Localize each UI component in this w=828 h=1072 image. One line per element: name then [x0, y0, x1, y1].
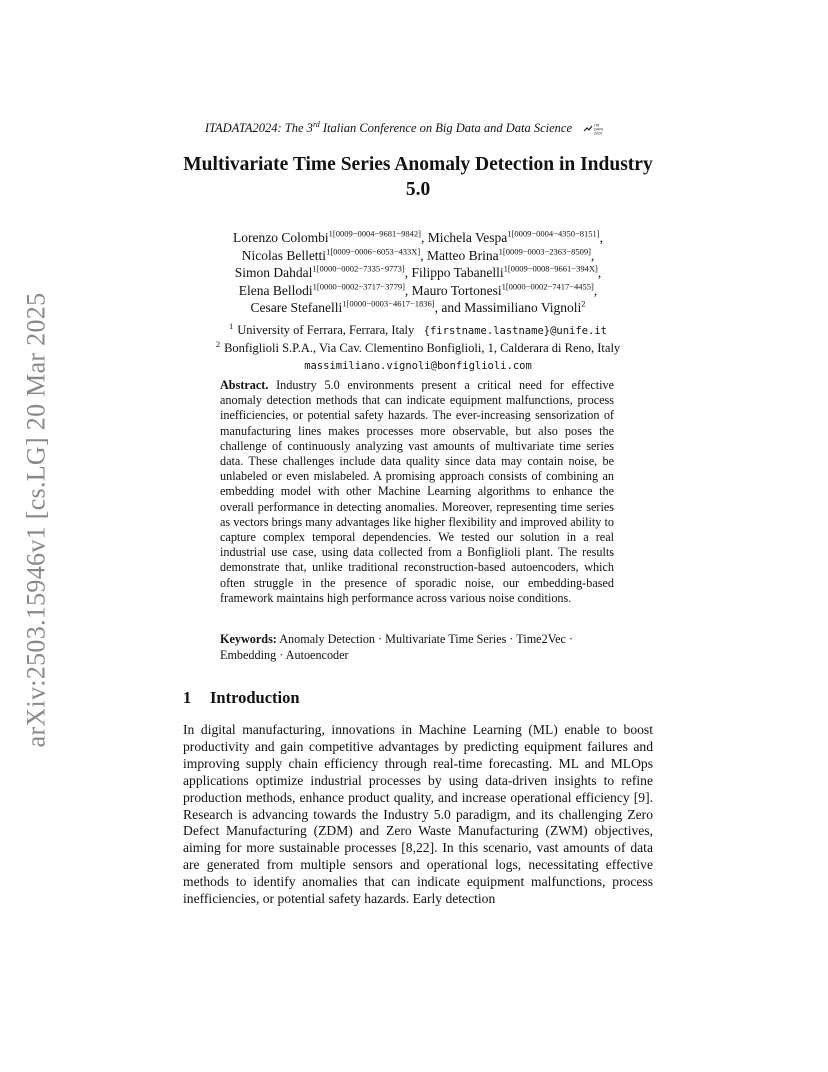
itadata-logo-icon	[583, 122, 607, 136]
abstract-text: Industry 5.0 environments present a critical need for effective anomaly detection methods that can indicate equipment malfunctions, process inefficiencies, or potential safety hazards. The ever-increasing sensorization of manufacturing lines makes processes more observable, but also poses the challenge of continuously analyzing vast amounts of multivariate time series data. These challenges include data quality since data may contain noise, be unlabeled or even mislabeled. A promising approach consists of combining an embedding model with other Machine Learning algorithms to enhance the overall performance in detecting anomalies. Moreover, representing time series as vectors brings many advantages like higher flexibility and improved ability to capture complex temporal dependencies. We tested our solution in a real industrial use case, using data collected from a Bonfiglioli plant. The results demonstrate that, unlike traditional reconstruction-based autoencoders, which often struggle in the presence of sporadic noise, our embedding-based framework maintains high performance across various noise conditions.	[220, 378, 615, 605]
author-name: Mauro Tortonesi	[411, 282, 502, 298]
logo-line-2: DATA	[594, 127, 604, 132]
abstract-label: Abstract.	[220, 378, 269, 392]
author-orcid: 1[0000−0002−7335−9773]	[312, 263, 405, 274]
author-orcid: 1[0000−0003−4617−1836]	[342, 298, 435, 309]
running-head	[160, 120, 652, 136]
author-orcid: 1[0000−0002−3717−3779]	[312, 281, 405, 291]
keywords-text: Anomaly Detection · Multivariate Time Series · Time2Vec · Embedding · Autoencoder	[220, 632, 574, 662]
affiliation-mark: 2	[215, 338, 221, 349]
section-title: Introduction	[210, 688, 300, 707]
abstract	[220, 378, 614, 606]
author-orcid: 1[0009−0003−2363−8509]	[498, 246, 591, 256]
author-name: Elena Bellodi	[238, 282, 313, 298]
running-head-suffix: Italian Conference on Big Data and Data Science	[319, 121, 573, 136]
section-number: 1	[183, 688, 192, 707]
running-head-sup: rd	[312, 120, 320, 129]
keywords-label: Keywords:	[220, 632, 277, 646]
running-head-prefix: ITADATA2024: The 3	[204, 121, 313, 136]
author-name: Michela Vespa	[427, 230, 508, 245]
section-heading	[183, 688, 300, 708]
author-orcid: 1[0009−0004−9681−9842]	[328, 228, 421, 239]
paper-title: Multivariate Time Series Anomaly Detection in Industry 5.0	[183, 154, 653, 200]
author-name: Matteo Brina	[427, 247, 499, 263]
affiliations	[183, 322, 653, 375]
affiliation-mark: 1	[229, 320, 234, 331]
keywords	[220, 632, 614, 663]
affiliation-1-email[interactable]: {firstname.lastname}@unife.it	[423, 325, 607, 337]
author-orcid: 2	[581, 298, 586, 309]
author-orcid: 1[0000−0002−7417−4455]	[501, 281, 594, 291]
author-name: Nicolas Belletti	[241, 247, 327, 263]
author-list: Lorenzo Colombi$^{1[0009-0004-9681-9842]}$, Michela Vespa$^{1[0009-0004-4350-8151]}$, Nicolas Belletti$^{1[0009-0006-6053-433X]}$, Matteo Brina$^{1[0009-0003-2363-8509]}$, Simon Dahdal$^{1[0000-0002-7335-9773]}$, Filippo Tabanelli$^{1[0009-0008-9661-394X]}$, Elena Bellodi$^{1[0000-0002-3717-3779]}$, Mauro Tortonesi$^{1[0000-0002-7417-4455]}$, Cesare Stefanelli$^{1[0000-0003-4617-1836]}$, and Massimiliano Vignoli$^2$	[233, 228, 603, 315]
affiliation-2-email[interactable]: massimiliano.vignoli@bonfiglioli.com	[304, 360, 532, 372]
author-name: Filippo Tabanelli	[411, 265, 504, 280]
intro-paragraph: In digital manufacturing, innovations in Machine Learning (ML) enable to boost productivity and gain competitive advantages by predicting equipment failures and improving supply chain efficiency through real-time forecasting. ML and MLOps applications optimize industrial processes by using data-driven insights to refine production methods, enhance product quality, and increase operational efficiency [9]. Research is advancing towards the Industry 5.0 paradigm, and its challenging Zero Defect Manufacturing (ZDM) and Zero Waste Manufacturing (ZWM) objectives, aiming for more sustainable processes [8,22]. In this scenario, vast amounts of data are generated from multiple sensors and operational logs, necessitating effective methods to identify anomalies that can indicate equipment malfunctions, process inefficiencies, or potential safety hazards. Early detection	[183, 722, 653, 907]
author-orcid: 1[0009−0006−6053−433X]	[326, 246, 421, 256]
author-orcid: 1[0009−0008−9661−394X]	[503, 263, 598, 274]
author-name: Cesare Stefanelli	[250, 300, 343, 315]
arxiv-stamp-text: arXiv:2503.15946v1 [cs.LG] 20 Mar 2025	[21, 292, 50, 748]
arxiv-stamp	[20, 285, 52, 755]
affiliation-2: Bonfiglioli S.P.A., Via Cav. Clementino Bonfiglioli, 1, Calderara di Reno, Italy	[224, 341, 621, 355]
author-orcid: 1[0009−0004−4350−8151]	[507, 228, 600, 239]
author-name: Lorenzo Colombi	[233, 230, 329, 245]
logo-line-3: 2024	[594, 131, 603, 136]
affiliation-1: University of Ferrara, Ferrara, Italy	[237, 323, 415, 337]
author-name: Massimiliano Vignoli	[464, 300, 582, 315]
logo-line-1: ITA	[594, 123, 600, 128]
author-name: Simon Dahdal	[234, 265, 313, 280]
